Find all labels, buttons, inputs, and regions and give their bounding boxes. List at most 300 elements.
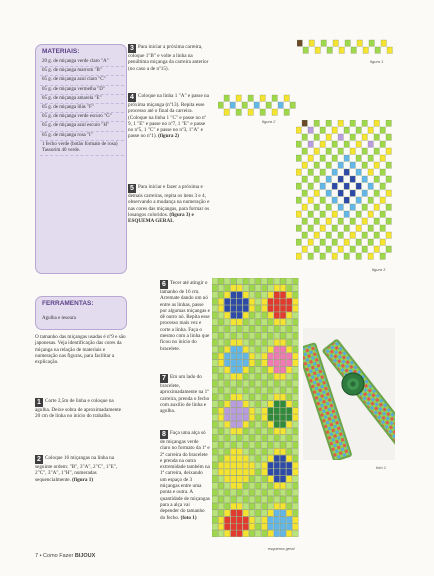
bead	[212, 414, 218, 420]
bead	[218, 524, 224, 530]
bead	[237, 530, 243, 536]
bead	[386, 120, 391, 126]
bead	[274, 449, 280, 455]
bead	[231, 489, 237, 495]
bead	[255, 326, 261, 332]
tools-box	[35, 296, 127, 330]
bead	[218, 333, 224, 339]
bead	[224, 95, 229, 101]
step-number: 2	[35, 455, 43, 464]
bead	[218, 517, 224, 523]
bead	[243, 510, 249, 516]
bead	[249, 394, 255, 400]
bead	[274, 517, 280, 523]
bead	[231, 496, 237, 502]
bead	[237, 401, 243, 407]
bead	[255, 312, 261, 318]
bead	[249, 435, 255, 441]
bead	[309, 40, 314, 46]
bead	[280, 469, 286, 475]
bead	[212, 517, 218, 523]
bead	[243, 387, 249, 393]
bead	[368, 155, 373, 161]
step-number: 3	[128, 44, 136, 53]
bead	[236, 109, 241, 115]
bead	[338, 134, 343, 140]
bead	[255, 298, 261, 304]
bead	[255, 517, 261, 523]
bead	[293, 285, 299, 291]
bead	[380, 197, 385, 203]
step-number: 7	[160, 374, 168, 383]
bead	[237, 435, 243, 441]
bead	[236, 95, 241, 101]
bead	[350, 148, 355, 154]
bead	[286, 394, 292, 400]
bead	[237, 360, 243, 366]
bead	[268, 462, 274, 468]
bead	[286, 476, 292, 482]
bead	[212, 278, 218, 284]
bead	[262, 360, 268, 366]
bead	[255, 305, 261, 311]
bead	[262, 367, 268, 373]
bead	[249, 503, 255, 509]
bead	[293, 483, 299, 489]
bead	[249, 333, 255, 339]
bead	[274, 483, 280, 489]
bead	[268, 387, 274, 393]
bead	[350, 246, 355, 252]
bead	[212, 455, 218, 461]
bead	[212, 285, 218, 291]
bead	[237, 449, 243, 455]
bead	[374, 176, 379, 182]
bead	[368, 141, 373, 147]
bead	[362, 176, 367, 182]
bead	[274, 455, 280, 461]
bead	[286, 339, 292, 345]
bead	[268, 360, 274, 366]
bead	[280, 517, 286, 523]
bead	[314, 176, 319, 182]
bead	[268, 367, 274, 373]
bead	[243, 442, 249, 448]
bead	[255, 421, 261, 427]
bead	[243, 380, 249, 386]
bead	[293, 496, 299, 502]
bead	[314, 204, 319, 210]
bead	[286, 367, 292, 373]
bead	[255, 469, 261, 475]
bead	[262, 428, 268, 434]
bead	[280, 373, 286, 379]
bead	[326, 134, 331, 140]
bead	[262, 435, 268, 441]
bead	[212, 380, 218, 386]
step-4	[128, 93, 210, 140]
bead	[268, 312, 274, 318]
bead	[243, 503, 249, 509]
bead	[338, 176, 343, 182]
bead	[268, 319, 274, 325]
bead	[242, 102, 247, 108]
bead	[224, 449, 230, 455]
bead	[380, 141, 385, 147]
bead	[224, 517, 230, 523]
bead	[231, 319, 237, 325]
bead	[280, 421, 286, 427]
bead	[286, 305, 292, 311]
bead	[332, 183, 337, 189]
bead	[243, 305, 249, 311]
bead	[339, 47, 344, 53]
bead	[381, 40, 386, 46]
bead	[218, 476, 224, 482]
bead	[286, 401, 292, 407]
bead	[368, 225, 373, 231]
material-item: 05 g. de miçanga verde escuro "G"	[40, 113, 124, 122]
bead	[231, 503, 237, 509]
bead	[218, 489, 224, 495]
bead	[218, 387, 224, 393]
bead	[231, 435, 237, 441]
bead	[308, 239, 313, 245]
bead	[296, 225, 301, 231]
bead	[286, 469, 292, 475]
bead	[386, 162, 391, 168]
bead	[280, 285, 286, 291]
bead	[224, 298, 230, 304]
bead	[231, 401, 237, 407]
bead	[286, 524, 292, 530]
bead	[237, 373, 243, 379]
bead	[293, 517, 299, 523]
bead	[237, 285, 243, 291]
bead	[280, 298, 286, 304]
bead	[249, 292, 255, 298]
bead	[274, 373, 280, 379]
bead	[326, 218, 331, 224]
step-5	[128, 184, 210, 224]
bead	[268, 339, 274, 345]
bead	[374, 232, 379, 238]
bead	[338, 204, 343, 210]
bead	[255, 435, 261, 441]
bead	[249, 360, 255, 366]
bead	[249, 524, 255, 530]
bead	[368, 197, 373, 203]
bead	[374, 204, 379, 210]
bead	[280, 428, 286, 434]
bead	[212, 401, 218, 407]
bead	[231, 285, 237, 291]
bead	[374, 190, 379, 196]
bead	[268, 278, 274, 284]
bead	[237, 312, 243, 318]
bead	[262, 476, 268, 482]
bead	[224, 524, 230, 530]
bead	[280, 278, 286, 284]
materials-list	[40, 58, 124, 156]
bead	[280, 312, 286, 318]
bead	[212, 387, 218, 393]
bead	[255, 339, 261, 345]
bead	[268, 476, 274, 482]
bead	[249, 476, 255, 482]
bead	[212, 428, 218, 434]
bead	[274, 442, 280, 448]
bead	[338, 148, 343, 154]
bead	[255, 442, 261, 448]
bead	[356, 197, 361, 203]
bead	[338, 162, 343, 168]
bead	[231, 510, 237, 516]
bead	[274, 278, 280, 284]
bead	[218, 380, 224, 386]
bead	[274, 387, 280, 393]
bead	[308, 155, 313, 161]
bead	[231, 373, 237, 379]
bead	[274, 530, 280, 536]
bead	[350, 162, 355, 168]
bead	[356, 127, 361, 133]
bead	[332, 155, 337, 161]
bead	[262, 421, 268, 427]
bead	[237, 421, 243, 427]
bead	[362, 218, 367, 224]
bead	[212, 469, 218, 475]
bead	[293, 401, 299, 407]
bead	[286, 326, 292, 332]
bead	[320, 183, 325, 189]
bead	[293, 394, 299, 400]
bead	[350, 120, 355, 126]
bead	[249, 278, 255, 284]
bead	[243, 530, 249, 536]
bead	[375, 47, 380, 53]
bead	[280, 333, 286, 339]
bead	[237, 387, 243, 393]
bead	[274, 394, 280, 400]
bead	[224, 326, 230, 332]
bead	[286, 428, 292, 434]
bead	[224, 455, 230, 461]
bead	[284, 109, 289, 115]
bead	[356, 183, 361, 189]
bead	[249, 353, 255, 359]
bead	[224, 373, 230, 379]
bead	[218, 312, 224, 318]
bead	[224, 428, 230, 434]
bead	[212, 353, 218, 359]
bead	[274, 469, 280, 475]
bead	[262, 339, 268, 345]
bead	[286, 285, 292, 291]
bead	[332, 169, 337, 175]
bead	[262, 483, 268, 489]
bead	[268, 483, 274, 489]
bead	[272, 95, 277, 101]
bead	[268, 373, 274, 379]
bead	[286, 462, 292, 468]
bead	[302, 134, 307, 140]
bead	[296, 169, 301, 175]
bead	[386, 176, 391, 182]
bead	[255, 319, 261, 325]
bead	[268, 292, 274, 298]
bead	[249, 346, 255, 352]
bead	[231, 298, 237, 304]
bead	[308, 169, 313, 175]
bead	[249, 305, 255, 311]
bead	[314, 134, 319, 140]
bead	[237, 510, 243, 516]
bead	[224, 414, 230, 420]
bead	[262, 462, 268, 468]
bead	[243, 524, 249, 530]
bead	[274, 421, 280, 427]
bead	[274, 339, 280, 345]
bead	[243, 346, 249, 352]
bead	[218, 530, 224, 536]
bead	[320, 211, 325, 217]
bead	[293, 387, 299, 393]
bead	[296, 183, 301, 189]
bead	[268, 298, 274, 304]
bead	[255, 367, 261, 373]
bead	[224, 353, 230, 359]
bead	[280, 305, 286, 311]
bead	[272, 109, 277, 115]
bead	[237, 367, 243, 373]
bead	[243, 449, 249, 455]
bead	[243, 312, 249, 318]
bead	[218, 442, 224, 448]
bead	[386, 232, 391, 238]
bead	[262, 496, 268, 502]
bead	[224, 305, 230, 311]
bead	[249, 285, 255, 291]
bead	[212, 524, 218, 530]
bead	[293, 449, 299, 455]
bead	[278, 102, 283, 108]
bead	[386, 218, 391, 224]
bead	[332, 141, 337, 147]
bead	[320, 169, 325, 175]
bead	[268, 510, 274, 516]
bead	[268, 346, 274, 352]
bead	[231, 455, 237, 461]
bead	[356, 225, 361, 231]
bead	[332, 239, 337, 245]
bead	[262, 346, 268, 352]
bead	[262, 530, 268, 536]
bead	[243, 339, 249, 345]
bead	[243, 517, 249, 523]
bead	[274, 292, 280, 298]
bead	[386, 134, 391, 140]
bead	[224, 339, 230, 345]
bead	[260, 95, 265, 101]
bead	[274, 319, 280, 325]
bead	[243, 373, 249, 379]
bead	[356, 253, 361, 259]
bead	[224, 496, 230, 502]
bead	[350, 232, 355, 238]
bead	[255, 278, 261, 284]
bead	[224, 109, 229, 115]
bead	[268, 414, 274, 420]
bead	[243, 394, 249, 400]
bead	[332, 127, 337, 133]
bead	[274, 353, 280, 359]
bead	[224, 530, 230, 536]
bead	[286, 455, 292, 461]
bead	[296, 211, 301, 217]
bead	[268, 401, 274, 407]
bead	[314, 148, 319, 154]
step-3	[128, 44, 210, 72]
bead	[255, 353, 261, 359]
bead	[293, 476, 299, 482]
bead	[218, 496, 224, 502]
bead	[212, 367, 218, 373]
bead	[231, 305, 237, 311]
bead	[231, 524, 237, 530]
bead	[262, 524, 268, 530]
bead	[280, 510, 286, 516]
bead	[231, 346, 237, 352]
bead	[255, 414, 261, 420]
bead	[249, 462, 255, 468]
bead	[237, 469, 243, 475]
bead	[286, 353, 292, 359]
bead	[237, 326, 243, 332]
step-number: 1	[35, 398, 43, 407]
step-ref: (figura 2)	[158, 133, 180, 140]
bead	[231, 483, 237, 489]
bead	[218, 510, 224, 516]
bead	[362, 190, 367, 196]
bead	[296, 253, 301, 259]
bead	[249, 401, 255, 407]
bead	[268, 305, 274, 311]
bead	[332, 211, 337, 217]
bead	[356, 169, 361, 175]
bead	[293, 353, 299, 359]
bead	[218, 503, 224, 509]
bead	[218, 483, 224, 489]
bead	[344, 169, 349, 175]
footer-magazine: BIJOUX	[74, 553, 96, 559]
bead	[363, 47, 368, 53]
bead	[255, 483, 261, 489]
intro-text: O tamanho das miçangas usadas é nº9 e são japonesas. Veja identificação das cores da miçanga na relação de materiais e numeração nas figuras, para facilitar a explicação.	[35, 334, 126, 366]
bead	[248, 95, 253, 101]
bead	[293, 469, 299, 475]
bead	[362, 148, 367, 154]
bead	[255, 292, 261, 298]
bead	[262, 333, 268, 339]
bead	[262, 319, 268, 325]
bead	[286, 435, 292, 441]
bead	[231, 360, 237, 366]
bead	[274, 510, 280, 516]
bead	[274, 333, 280, 339]
bead	[249, 387, 255, 393]
bead	[268, 496, 274, 502]
